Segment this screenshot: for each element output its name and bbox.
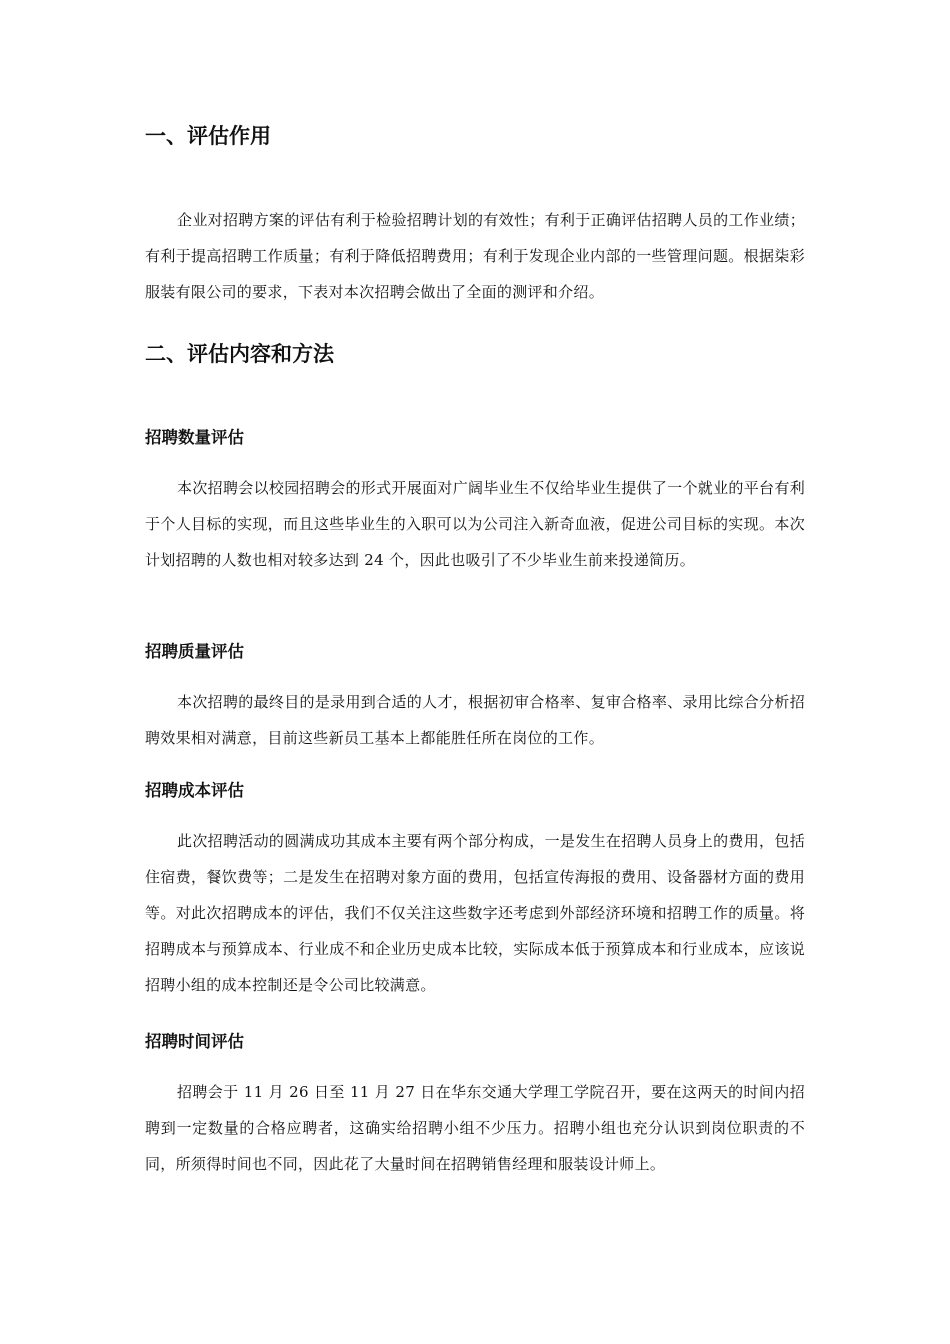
section-heading-evaluation-role: 一、评估作用 [145,124,271,148]
paragraph-evaluation-role: 企业对招聘方案的评估有利于检验招聘计划的有效性；有利于正确评估招聘人员的工作业绩；有利于提高招聘工作质量；有利于降低招聘费用；有利于发现企业内部的一些管理问题。根据柒彩服装有限公司的要求，下表对本次招聘会做出了全面的测评和介绍。 [145,211,805,301]
paragraph-quality: 本次招聘的最终目的是录用到合适的人才，根据初审合格率、复审合格率、录用比综合分析招聘效果相对满意，目前这些新员工基本上都能胜任所在岗位的工作。 [145,693,805,747]
paragraph-cost: 此次招聘活动的圆满成功其成本主要有两个部分构成，一是发生在招聘人员身上的费用，包括住宿费，餐饮费等；二是发生在招聘对象方面的费用，包括宣传海报的费用、设备器材方面的费用等。对此次招聘成本的评估，我们不仅关注这些数字还考虑到外部经济环境和招聘工作的质量。将招聘成本与预算成本、行业成不和企业历史成本比较，实际成本低于预算成本和行业成本，应该说招聘小组的成本控制还是令公司比较满意。 [145,832,805,994]
subsection-heading-cost: 招聘成本评估 [145,781,244,800]
subsection-heading-quality: 招聘质量评估 [145,642,244,661]
section-heading-evaluation-content: 二、评估内容和方法 [145,342,334,366]
subsection-heading-quantity: 招聘数量评估 [145,428,244,447]
paragraph-time: 招聘会于 11 月 26 日至 11 月 27 日在华东交通大学理工学院召开，要在这两天的时间内招聘到一定数量的合格应聘者，这确实给招聘小组不少压力。招聘小组也充分认识到岗位职责的不同，所须得时间也不同，因此花了大量时间在招聘销售经理和服装设计师上。 [145,1083,805,1173]
paragraph-quantity: 本次招聘会以校园招聘会的形式开展面对广阔毕业生不仅给毕业生提供了一个就业的平台有利于个人目标的实现，而且这些毕业生的入职可以为公司注入新奇血液，促进公司目标的实现。本次计划招聘的人数也相对较多达到 24 个，因此也吸引了不少毕业生前来投递简历。 [145,479,805,569]
subsection-heading-time: 招聘时间评估 [145,1032,244,1051]
